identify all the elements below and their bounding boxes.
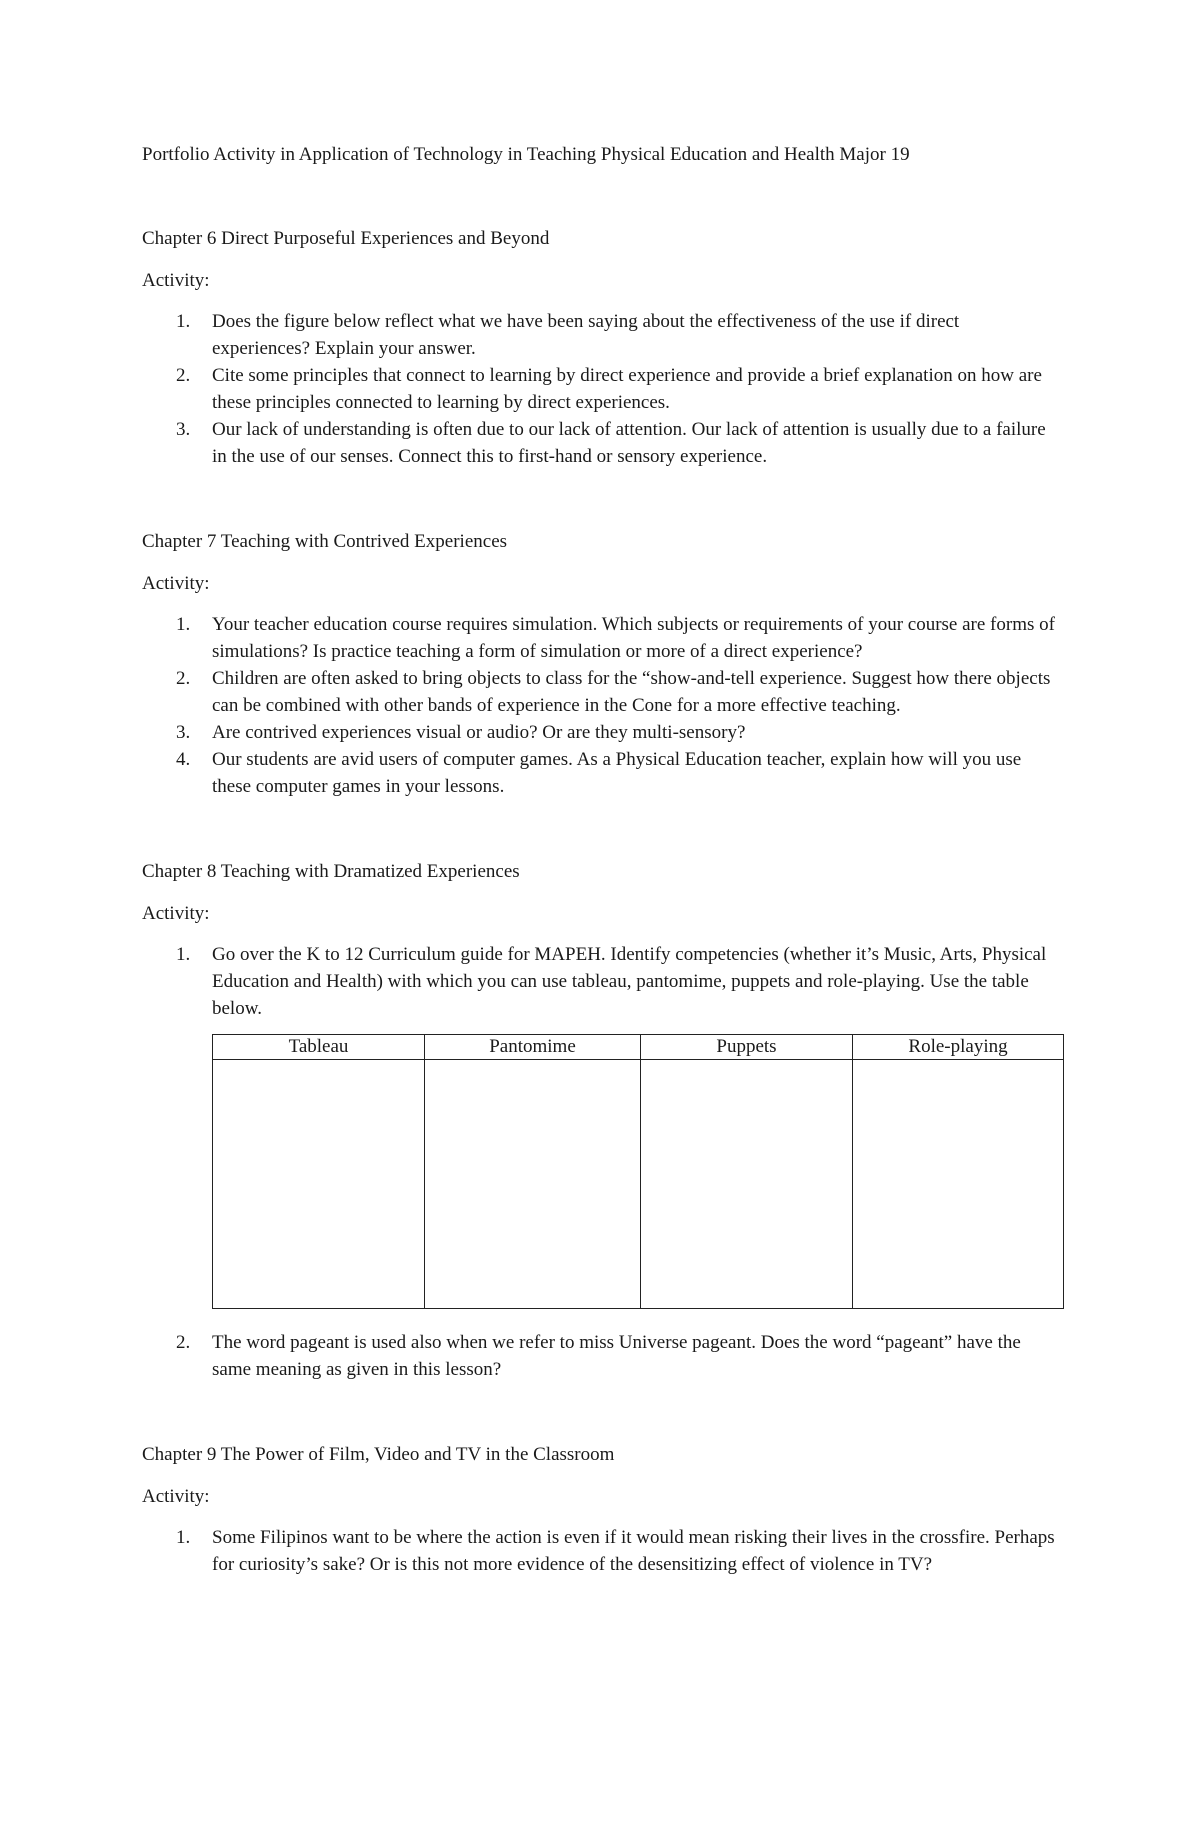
chapter-7-section (142, 528, 1062, 800)
question-text: Go over the K to 12 Curriculum guide for MAPEH. Identify competencies (whether it’s Music, Arts, Physical Education and Health) with which you can use tableau, pantomime, puppets and role-playing. Use the table below. (212, 944, 1047, 1019)
question-item (142, 1329, 1062, 1383)
question-number: 1. (176, 1527, 191, 1548)
chapter-title: Chapter 7 Teaching with Contrived Experiences (142, 531, 508, 552)
table-cell-pantomime (425, 1060, 641, 1309)
question-item (142, 746, 1062, 800)
table-cell-role-playing (853, 1060, 1064, 1309)
question-list (142, 1329, 1062, 1383)
table-cell-tableau (213, 1060, 425, 1309)
chapter-title: Chapter 9 The Power of Film, Video and TV in the Classroom (142, 1444, 615, 1465)
chapter-spacer (142, 1383, 1062, 1441)
question-text: Are contrived experiences visual or audio? Or are they multi-sensory? (212, 722, 746, 743)
question-text: Our lack of understanding is often due to our lack of attention. Our lack of attention is usually due to a failure in the use of our senses. Connect this to first-hand or sensory experience. (212, 419, 1046, 467)
question-item (142, 416, 1062, 470)
question-number: 2. (176, 365, 191, 386)
document-title: Portfolio Activity in Application of Technology in Teaching Physical Education and Health Major 19 (142, 144, 910, 165)
question-text: Does the figure below reflect what we have been saying about the effectiveness of the use if direct experiences? Explain your answer. (212, 311, 960, 359)
column-header-tableau: Tableau (213, 1035, 425, 1060)
chapter-8-section (142, 858, 1062, 1383)
question-text: The word pageant is used also when we refer to miss Universe pageant. Does the word “pageant” have the same meaning as given in this lesson? (212, 1332, 1021, 1380)
question-item (142, 308, 1062, 362)
column-header-puppets: Puppets (641, 1035, 853, 1060)
competency-table (212, 1034, 1064, 1309)
question-list (142, 611, 1062, 800)
question-item (142, 665, 1062, 719)
document-page (142, 141, 1062, 1578)
question-list (142, 1524, 1062, 1578)
question-item (142, 719, 1062, 746)
activity-label: Activity: (142, 573, 210, 594)
question-list (142, 308, 1062, 470)
question-text: Your teacher education course requires simulation. Which subjects or requirements of your course are forms of simulations? Is practice teaching a form of simulation or more of a direct experience? (212, 614, 1055, 662)
question-number: 4. (176, 749, 191, 770)
activity-label: Activity: (142, 270, 210, 291)
question-number: 1. (176, 614, 191, 635)
question-list (142, 941, 1062, 1022)
activity-label: Activity: (142, 903, 210, 924)
question-number: 2. (176, 668, 191, 689)
table-cell-puppets (641, 1060, 853, 1309)
activity-label: Activity: (142, 1486, 210, 1507)
question-text: Some Filipinos want to be where the action is even if it would mean risking their lives in the crossfire. Perhaps for curiosity’s sake? Or is this not more evidence of the desensitizing effect of violence in TV? (212, 1527, 1055, 1575)
question-number: 1. (176, 311, 191, 332)
column-header-role-playing: Role-playing (853, 1035, 1064, 1060)
question-item (142, 1524, 1062, 1578)
chapter-title: Chapter 8 Teaching with Dramatized Experiences (142, 861, 520, 882)
question-number: 3. (176, 722, 191, 743)
question-item (142, 611, 1062, 665)
question-text: Our students are avid users of computer games. As a Physical Education teacher, explain how will you use these computer games in your lessons. (212, 749, 1022, 797)
question-text: Cite some principles that connect to learning by direct experience and provide a brief explanation on how are these principles connected to learning by direct experiences. (212, 365, 1042, 413)
chapter-spacer (142, 800, 1062, 858)
question-text: Children are often asked to bring objects to class for the “show-and-tell experience. Suggest how there objects can be combined with other bands of experience in the Cone for a more effective teaching. (212, 668, 1051, 716)
question-number: 2. (176, 1332, 191, 1353)
question-number: 1. (176, 944, 191, 965)
chapter-9-section (142, 1441, 1062, 1578)
chapter-title: Chapter 6 Direct Purposeful Experiences and Beyond (142, 228, 550, 249)
chapter-6-section (142, 225, 1062, 470)
chapter-spacer (142, 470, 1062, 528)
question-item (142, 941, 1062, 1022)
table-row (213, 1060, 1064, 1309)
question-number: 3. (176, 419, 191, 440)
column-header-pantomime: Pantomime (425, 1035, 641, 1060)
question-item (142, 362, 1062, 416)
table-header-row (213, 1035, 1064, 1060)
